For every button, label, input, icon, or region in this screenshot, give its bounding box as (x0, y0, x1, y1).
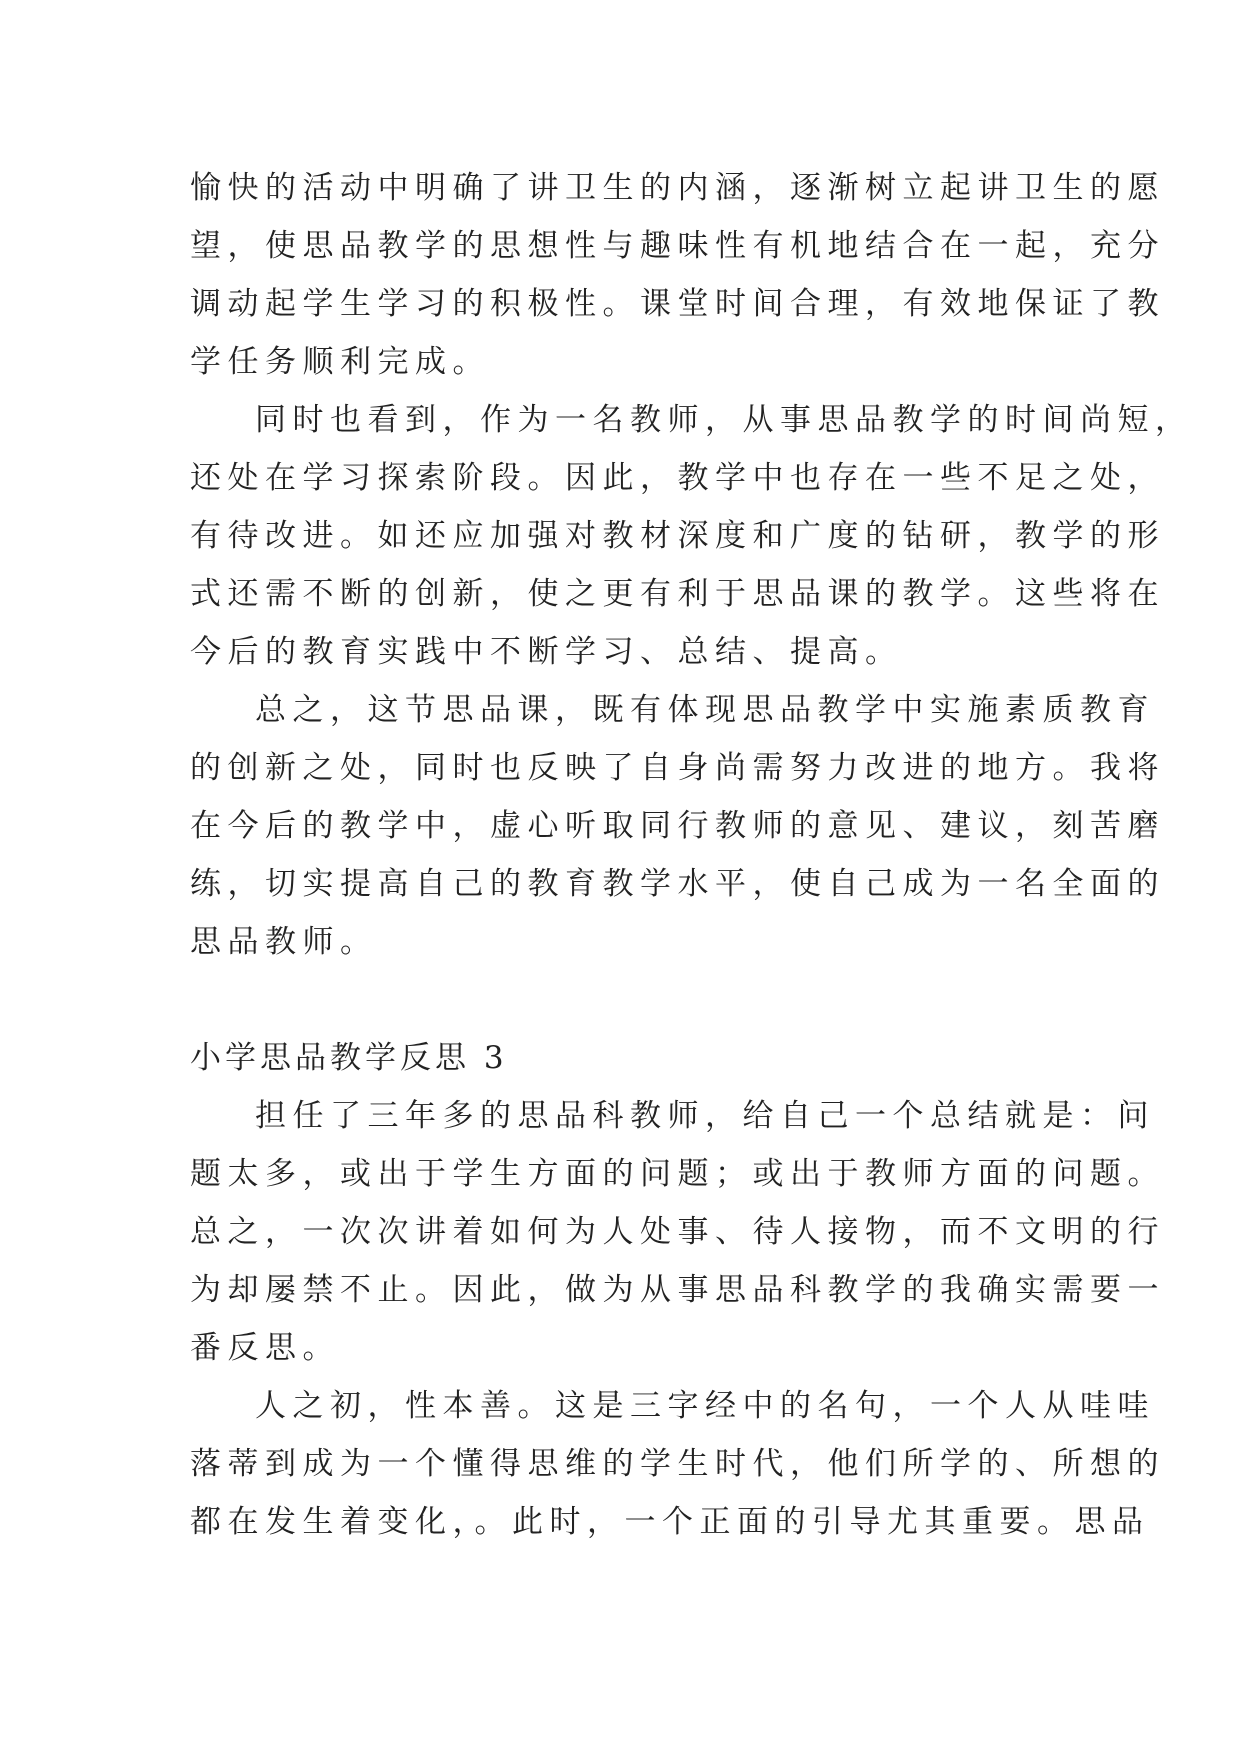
paragraph-1-line-3: 调动起学生学习的积极性。课堂时间合理，有效地保证了教 (190, 286, 1165, 322)
paragraph-3-line-4: 练，切实提高自己的教育教学水平，使自己成为一名全面的 (190, 866, 1165, 902)
paragraph-4-line-3: 总之，一次次讲着如何为人处事、待人接物，而不文明的行 (190, 1214, 1165, 1250)
paragraph-1-line-2: 望，使思品教学的思想性与趣味性有机地结合在一起，充分 (190, 228, 1165, 264)
paragraph-2-line-2: 还处在学习探索阶段。因此，教学中也存在一些不足之处， (190, 460, 1165, 496)
paragraph-4-line-5: 番反思。 (190, 1330, 340, 1366)
paragraph-2-line-1: 同时也看到，作为一名教师，从事思品教学的时间尚短， (255, 402, 1193, 438)
paragraph-4-line-2: 题太多，或出于学生方面的问题；或出于教师方面的问题。 (190, 1156, 1165, 1192)
paragraph-3-line-1: 总之，这节思品课，既有体现思品教学中实施素质教育 (255, 692, 1155, 728)
paragraph-2-line-3: 有待改进。如还应加强对教材深度和广度的钻研，教学的形 (190, 518, 1165, 554)
paragraph-5-line-2: 落蒂到成为一个懂得思维的学生时代，他们所学的、所想的 (190, 1446, 1165, 1482)
paragraph-4-line-1: 担任了三年多的思品科教师，给自己一个总结就是：问 (255, 1098, 1155, 1134)
paragraph-3-line-5: 思品教师。 (190, 924, 378, 960)
paragraph-2-line-4: 式还需不断的创新，使之更有利于思品课的教学。这些将在 (190, 576, 1165, 612)
paragraph-1-line-4: 学任务顺利完成。 (190, 344, 490, 380)
paragraph-1-line-1: 愉快的活动中明确了讲卫生的内涵，逐渐树立起讲卫生的愿 (190, 170, 1165, 206)
paragraph-5-line-3: 都在发生着变化，。此时，一个正面的引导尤其重要。思品 (190, 1504, 1150, 1540)
paragraph-5-line-1: 人之初，性本善。这是三字经中的名句，一个人从哇哇 (255, 1388, 1155, 1424)
paragraph-3-line-3: 在今后的教学中，虚心听取同行教师的意见、建议，刻苦磨 (190, 808, 1165, 844)
section-heading: 小学思品教学反思 3 (190, 1040, 508, 1076)
paragraph-4-line-4: 为却屡禁不止。因此，做为从事思品科教学的我确实需要一 (190, 1272, 1165, 1308)
paragraph-2-line-5: 今后的教育实践中不断学习、总结、提高。 (190, 634, 903, 670)
paragraph-3-line-2: 的创新之处，同时也反映了自身尚需努力改进的地方。我将 (190, 750, 1165, 786)
